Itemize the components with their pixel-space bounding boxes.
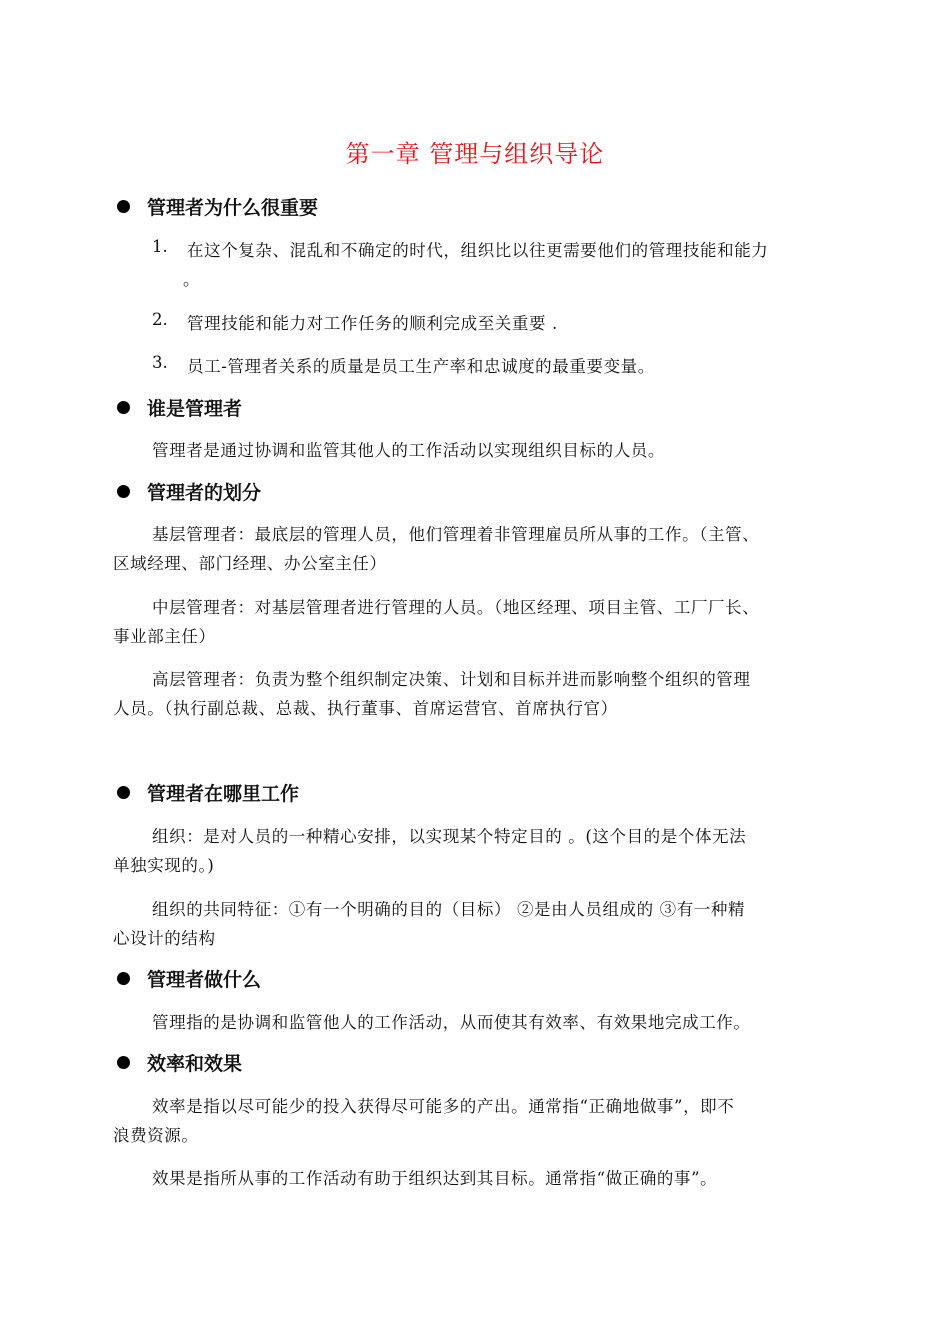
section-heading: 效率和效果 [147,1053,243,1075]
bullet-icon [117,200,130,213]
list-item-text: 管理技能和能力对工作任务的顺利完成至关重要 . [187,314,558,333]
bullet-icon [117,972,130,985]
paragraph-text: 心设计的结构 [113,929,216,948]
bullet-icon [117,485,130,498]
section-heading: 管理者为什么很重要 [147,197,319,219]
list-item-text: 员工-管理者关系的质量是员工生产率和忠诚度的最重要变量。 [187,357,655,376]
paragraph-text: 事业部主任） [113,627,216,646]
section-heading: 管理者在哪里工作 [147,783,300,805]
paragraph-text: 高层管理者：负责为整个组织制定决策、计划和目标并进而影响整个组织的管理 [152,670,751,689]
paragraph-text: 管理者是通过协调和监管其他人的工作活动以实现组织目标的人员。 [152,441,665,460]
paragraph-text: 组织的共同特征：①有一个明确的目的（目标） ②是由人员组成的 ③有一种精 [152,900,746,919]
paragraph-text: 管理指的是协调和监管他人的工作活动，从而使其有效率、有效果地完成工作。 [152,1013,751,1032]
paragraph-text: 组织：是对人员的一种精心安排，以实现某个特定目的 。(这个目的是个体无法 [152,827,747,846]
paragraph-text: 效率是指以尽可能少的投入获得尽可能多的产出。通常指“正确地做事”，即不 [152,1097,735,1116]
bullet-icon [117,1056,130,1069]
chapter-title: 第一章 管理与组织导论 [345,140,605,168]
list-item-text: 。 [183,270,201,289]
paragraph-text: 区域经理、部门经理、办公室主任） [113,554,387,573]
section-heading: 管理者做什么 [147,969,262,991]
list-number: 1. [152,237,168,256]
paragraph-text: 中层管理者：对基层管理者进行管理的人员。（地区经理、项目主管、工厂厂长、 [152,598,760,617]
paragraph-text: 基层管理者：最底层的管理人员，他们管理着非管理雇员所从事的工作。（主管、 [152,525,760,544]
bullet-icon [117,786,130,799]
list-number: 2. [152,310,168,329]
list-item-text: 在这个复杂、混乱和不确定的时代，组织比以往更需要他们的管理技能和能力 [187,241,769,260]
paragraph-text: 人员。（执行副总裁、总裁、执行董事、首席运营官、首席执行官） [113,699,618,718]
section-heading: 谁是管理者 [147,398,243,420]
list-number: 3. [152,353,168,372]
bullet-icon [117,401,130,414]
paragraph-text: 单独实现的。) [113,856,215,875]
paragraph-text: 浪费资源。 [113,1126,199,1145]
paragraph-text: 效果是指所从事的工作活动有助于组织达到其目标。通常指“做正确的事”。 [152,1169,718,1188]
section-heading: 管理者的划分 [147,482,262,504]
